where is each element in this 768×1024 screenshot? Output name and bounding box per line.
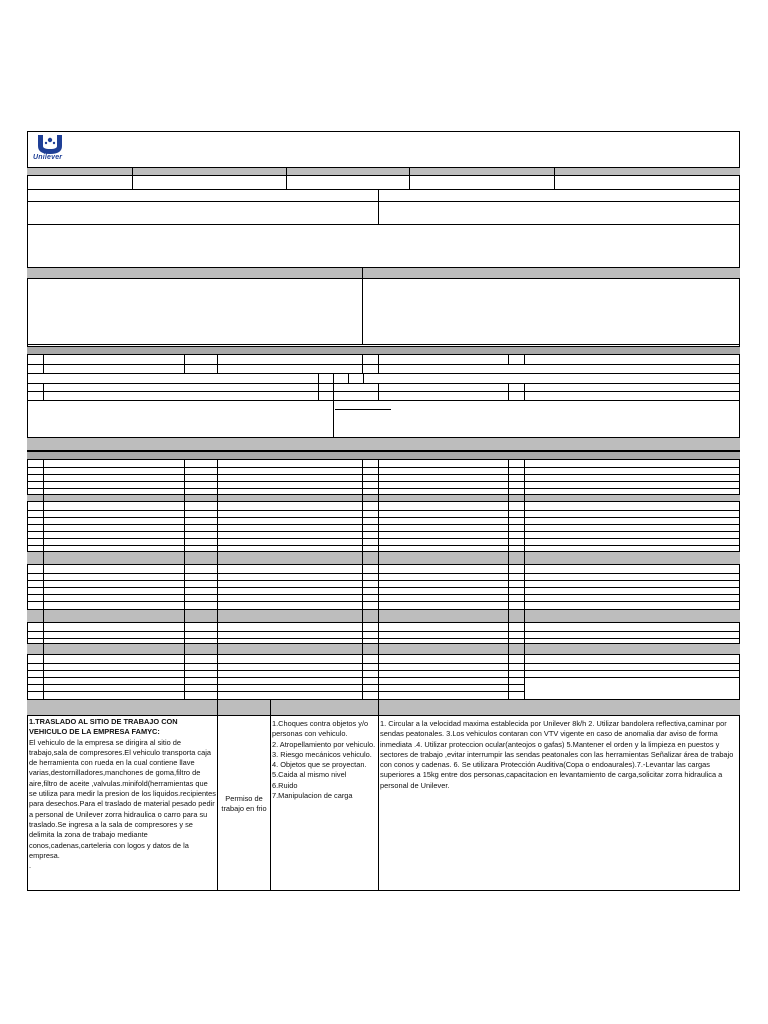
task-trailing-mark: .	[29, 861, 32, 871]
unilever-u-icon	[35, 134, 65, 155]
task-title: 1.TRASLADO AL SITIO DE TRABAJO CON VEHICULO DE LA EMPRESA FAMYC:	[29, 717, 178, 737]
permit-label: Permiso de trabajo en frio	[221, 794, 267, 814]
risk-item: 7.Manipulacion de carga	[272, 791, 353, 801]
task-table-header	[27, 699, 740, 716]
equipment-band-a	[27, 437, 740, 451]
risks-list	[272, 719, 377, 801]
risk-item: 6.Ruido	[272, 780, 298, 790]
risk-item: 1.Choques contra objetos y/o personas con vehiculo.	[272, 719, 369, 739]
unilever-logo	[33, 134, 73, 164]
header-info-band	[27, 167, 740, 176]
risk-item: 4. Objetos que se proyectan.	[272, 760, 367, 770]
task-description: El vehiculo de la empresa se dirigira al sitio de trabajo,sala de compresores.El vehiculo transporta caja de herramienta con rueda en la cual contiene llave varias,destornilladores,manchones de goma,filtro de aire,filtro de aceite ,valvulas.minifold(herramientas que se utiliza para medir la presion de los liquidos.recipientes para desechos.Para el traslado de material pesado pedir a personal de Unilever zorra hidraulica o carro para su traslado.Se ingresa a la sala de compresores y se delimita la zona de trabajo mediante conos,cadenas,carteleria con logos y datos de la empresa.	[29, 737, 216, 860]
task-description-cell	[29, 717, 216, 871]
risk-item: 5.Caida al mismo nivel	[272, 770, 347, 780]
logo-wordmark: Unilever	[33, 154, 63, 161]
risk-item: 2. Atropellamiento por vehiculo.	[272, 739, 376, 749]
controls-text: 1. Circular a la velocidad maxima establecida por Unilever 8k/h 2. Utilizar bandolera reflectiva,caminar por sendas peatonales. 3.Los vehiculos contaran con VTV vigente en caso de anomalia dar aviso de forma inmediata .4. Utilizar proteccion ocular(anteojos o gafas) 5.Mantener el orden y la limpieza en puestos y sectores de trabajo ,evitar interrumpir las sendas peatonales con las herramientas Señalizar área de trabajo con conos y cadenas. 6. Se utilizara Protección Auditiva(Copa o endoaurales).7.-Levantar las cargas superiores a 15kg entre dos personas,capacitacion en levantamiento de carga,solicitar zorra hidraulica a personal de Unilever.	[380, 719, 734, 790]
section-band-2col	[27, 267, 740, 279]
personnel-band	[27, 346, 740, 355]
risk-item: 3. Riesgo mecánicos vehiculo.	[272, 749, 372, 759]
